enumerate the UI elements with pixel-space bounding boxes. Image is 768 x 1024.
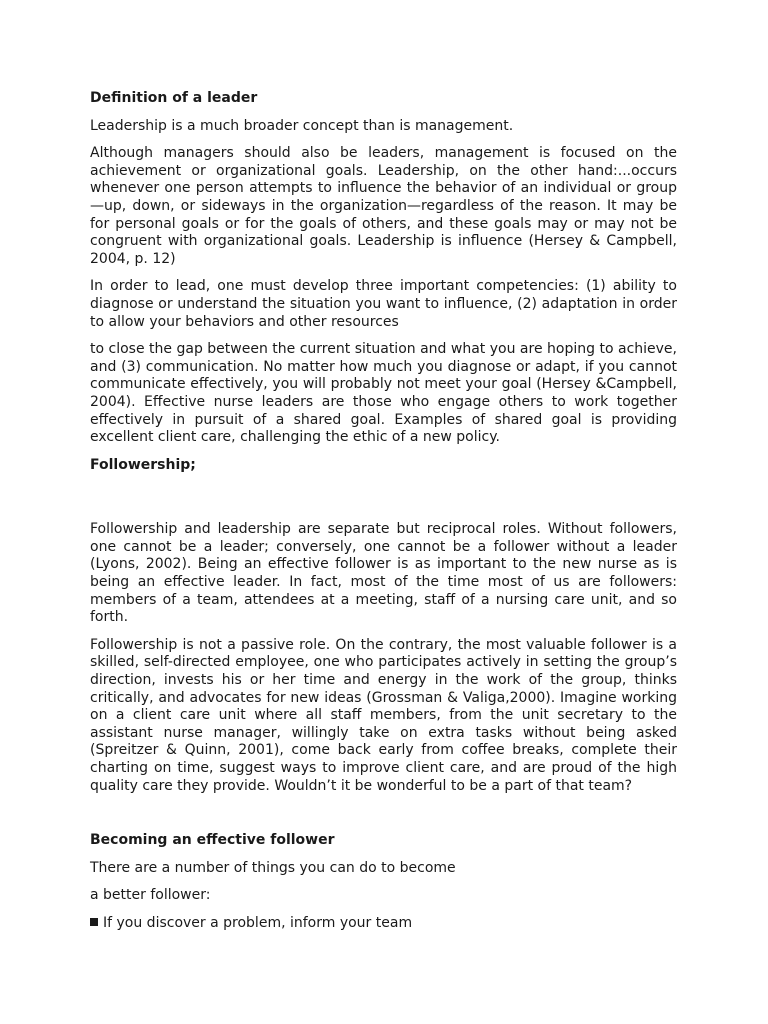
paragraph: a better follower: [90,887,211,904]
section-heading-becoming-effective-follower: Becoming an effective follower [90,832,335,849]
paragraph: In order to lead, one must develop three important competencies: (1) ability to diagnose or understand the situation you want to influence, (2) adaptation in order to allow your behaviors and other resources [90,278,677,330]
section-heading-followership: Followership; [90,456,196,473]
section-heading-definition-of-leader: Definition of a leader [90,90,258,106]
bullet-item [90,915,677,933]
document-page [90,90,677,933]
paragraph: Although managers should also be leaders, management is focused on the achievement or organizational goals. Leadership, on the other hand:...occurs whenever one person attempts to influence the behavior of an individual or group—up, down, or sideways in the organization—regardless of the reason. It may be for personal goals or for the goals of others, and these goals may or may not be congruent with organizational goals. Leadership is influence (Hersey & Campbell, 2004, p. 12) [90,145,677,267]
spacer [90,805,677,832]
spacer [90,484,677,521]
paragraph: Followership and leadership are separate but reciprocal roles. Without followers, one cannot be a leader; conversely, one cannot be a follower without a leader (Lyons, 2002). Being an effective follower is as important to the new nurse as is being an effective leader. In fact, most of the time most of us are followers: members of a team, attendees at a meeting, staff of a nursing care unit, and so forth. [90,521,677,626]
paragraph: to close the gap between the current situation and what you are hoping to achieve, and (3) communication. No matter how much you diagnose or adapt, if you cannot communicate effectively, you will probably not meet your goal (Hersey &Campbell, 2004). Effective nurse leaders are those who engage others to work together effectively in pursuit of a shared goal. Examples of shared goal is providing excellent client care, challenging the ethic of a new policy. [90,341,677,446]
paragraph: Followership is not a passive role. On the contrary, the most valuable follower is a skilled, self-directed employee, one who participates actively in setting the group’s direction, invests his or her time and energy in the work of the group, thinks critically, and advocates for new ideas (Grossman & Valiga,2000). Imagine working on a client care unit where all staff members, from the unit secretary to the assistant nurse manager, willingly take on extra tasks without being asked (Spreitzer & Quinn, 2001), come back early from coffee breaks, complete their charting on time, suggest ways to improve client care, and are proud of the high quality care they provide. Wouldn’t it be wonderful to be a part of that team? [90,636,677,794]
paragraph: Leadership is a much broader concept than is management. [90,117,514,134]
paragraph: There are a number of things you can do to become [90,859,456,876]
bullet-text: If you discover a problem, inform your team [103,914,413,931]
square-bullet-icon [90,918,98,926]
